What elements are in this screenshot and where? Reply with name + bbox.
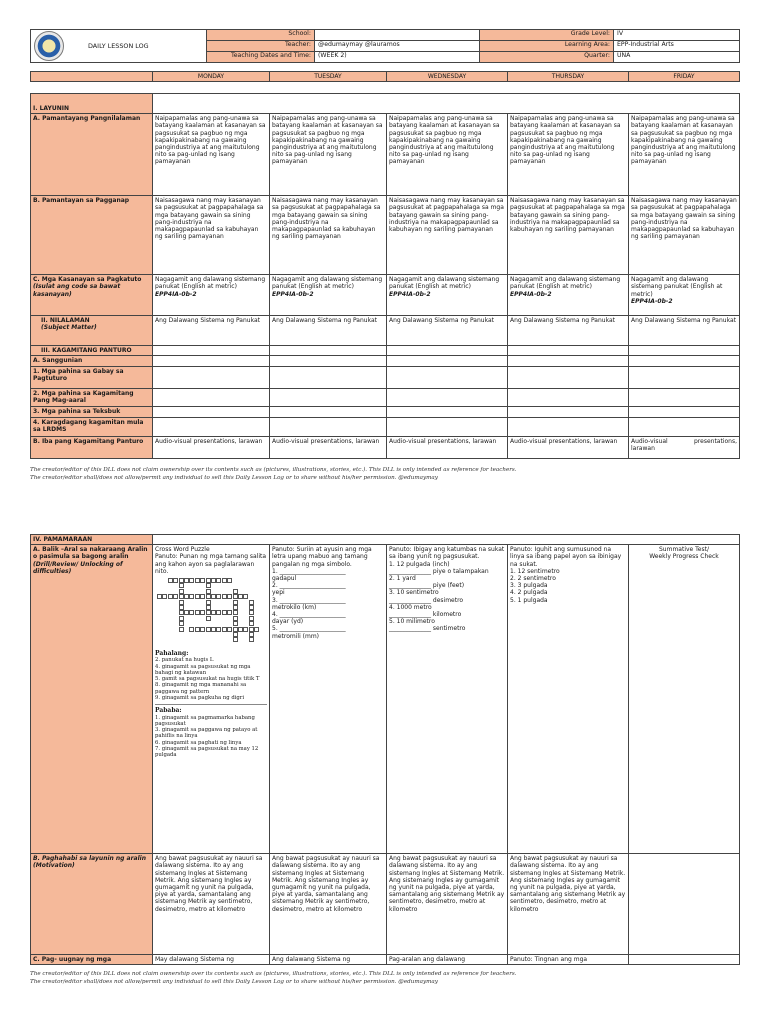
- school-value: [315, 30, 480, 41]
- wednesday-item: ______________ piye o talampakan: [389, 567, 489, 575]
- procedures-table: [30, 534, 740, 965]
- pamamaraan-blank: [153, 535, 740, 545]
- crossword-cell: [249, 632, 254, 637]
- crossword-cell: [168, 578, 173, 583]
- pagganap-thu: Naisasagawa nang may kasanayan sa pagsusukat at pagpapahalaga sa mga batayang gawain sa sining pang-industriya na makapagpapaunlad sa kabuhayan ng sariling pamayanan: [508, 196, 629, 275]
- wednesday-item: ______________ kilometro: [389, 611, 462, 619]
- pahalang-clues: [155, 657, 267, 701]
- crossword-cell: [227, 627, 232, 632]
- nilalaman-label-cell: [31, 316, 153, 346]
- header-table: [30, 29, 740, 63]
- pababa-heading: Pababa:: [155, 707, 182, 715]
- pababa-clues: [155, 715, 267, 759]
- crossword-cell: [249, 621, 254, 626]
- clue-item: 5. gamit sa pagsusukat na hugis titik T: [155, 676, 260, 683]
- tuesday-item: 1. ______________________: [272, 567, 346, 575]
- crossword-cell: [200, 578, 205, 583]
- kasanayan-mon: [153, 275, 270, 316]
- karagdagang-label: 4. Karagdagang kagamitan mula sa LRDMS: [31, 417, 153, 436]
- day-tuesday: TUESDAY: [270, 72, 387, 82]
- pangnilalaman-mon: Naipapamalas ang pang-unawa sa batayang kaalaman at kasanayan sa pagsusukat sa pagbuo ng mga kapakipakinabang na gawaing pangindustriya at ang maitutulong nito sa pag-unlad ng isang pamayanan: [153, 114, 270, 196]
- crossword-cell: [206, 600, 211, 605]
- iba-pang-fri: Audio-visual presentations, larawan: [629, 436, 740, 458]
- crossword-cell: [173, 594, 178, 599]
- clue-item: 9. ginagamit sa pagkuha ng digri: [155, 695, 245, 701]
- crossword-cell: [211, 627, 216, 632]
- nilalaman-row: [31, 316, 740, 346]
- tuesday-item: 5. ______________________: [272, 625, 346, 633]
- clue-item: 4. ginagamit sa pagsusukat ng mga bahagi ng katawan: [155, 663, 251, 676]
- crossword-cell: [238, 627, 243, 632]
- kasanayan-thu: [508, 275, 629, 316]
- balik-aral-thu: [508, 545, 629, 854]
- paghahabi-fri: [629, 854, 740, 955]
- crossword-cell: [179, 594, 184, 599]
- thursday-instruction: Panuto: Iguhit ang sumusunod na linya sa ibang papel ayon sa ibinigay na sukat.: [510, 546, 622, 568]
- crossword-cell: [222, 610, 227, 615]
- wednesday-item: 4. 1000 metro: [389, 603, 432, 611]
- crossword-cell: [179, 605, 184, 610]
- crossword-cell: [184, 578, 189, 583]
- crossword-cell: [222, 578, 227, 583]
- thursday-item: 3. 3 pulgada: [510, 582, 548, 590]
- crossword-instruction: Panuto: Punan ng mga tamang salita ang kahon ayon sa paglalarawan nito.: [155, 553, 267, 575]
- crossword-cell: [249, 627, 254, 632]
- objectives-table: [30, 71, 740, 82]
- summative-line-2: Weekly Progress Check: [649, 553, 719, 561]
- pangnilalaman-row: [31, 114, 740, 196]
- iba-pang-mon: Audio-visual presentations, larawan: [153, 436, 270, 458]
- balik-aral-mon: [153, 545, 270, 854]
- disclaimer-line-2: The creator/editor shall/does not allow/permit any individual to sell this Daily Lesson Log or to share without his/her permission. @edumaymay: [30, 979, 438, 985]
- pagganap-label: B. Pamantayan sa Pagganap: [31, 196, 153, 275]
- kagamitang-row: [31, 346, 740, 356]
- pangnilalaman-wed: Naipapamalas ang pang-unawa sa batayang kaalaman at kasanayan sa pagsusukat sa pagbuo ng mga kapakipakinabang na gawaing pangindustriya at ang maitutulong nito sa pag-unlad ng isang pamayanan: [387, 114, 508, 196]
- pagganap-tue: Naisasagawa nang may kasanayan sa pagsusukat at pagpapahalaga sa mga batayang gawain sa sining pang-industriya na makapagpapaunlad sa kabuhayan ng sariling pamayanan: [270, 196, 387, 275]
- tuesday-item: dayar (yd): [272, 618, 304, 626]
- layunin-label: I. LAYUNIN: [31, 94, 153, 114]
- balik-aral-sub: (Drill/Review/ Unlocking of difficulties): [33, 560, 123, 575]
- pangnilalaman-tue: Naipapamalas ang pang-unawa sa batayang kaalaman at kasanayan sa pagsusukat sa pagbuo ng mga kapakipakinabang na gawaing pangindustriya at ang maitutulong nito sa pag-unlad ng isang pamayanan: [270, 114, 387, 196]
- crossword-cell: [233, 589, 238, 594]
- clue-item: 1. ginagamit sa pagmamarka habang pagsusukat: [155, 714, 255, 727]
- crossword-cell: [179, 600, 184, 605]
- paghahabi-label-cell: [31, 854, 153, 955]
- crossword-cell: [195, 594, 200, 599]
- wednesday-item: ______________ piye (feet): [389, 582, 465, 590]
- crossword-puzzle-grid: [157, 578, 261, 648]
- teksbuk-row: [31, 406, 740, 417]
- kasanayan-tue: [270, 275, 387, 316]
- kagamitang-mag-aaral-row: [31, 388, 740, 406]
- crossword-cell: [179, 621, 184, 626]
- subject-matter-label: (Subject Matter): [41, 324, 97, 332]
- crossword-cell: [189, 627, 194, 632]
- crossword-cell: [227, 578, 232, 583]
- crossword-cell: [189, 610, 194, 615]
- crossword-cell: [200, 610, 205, 615]
- crossword-cell: [195, 627, 200, 632]
- pagganap-mon: Naisasagawa nang may kasanayan sa pagsusukat at pagpapahalaga sa mga batayang gawain sa sining pang-industriya na makapagpapaunlad sa kabuhayan ng sariling pamayanan: [153, 196, 270, 275]
- disclaimer-line-2: The creator/editor shall/does not allow/permit any individual to sell this Daily Lesson Log or to share without his/her permission. @edumaymay: [30, 475, 438, 481]
- tuesday-item: 2. ______________________: [272, 582, 346, 590]
- crossword-cell: [179, 610, 184, 615]
- crossword-cell: [189, 594, 194, 599]
- crossword-cell: [206, 578, 211, 583]
- logo-title-cell: [31, 30, 207, 63]
- crossword-cell: [173, 578, 178, 583]
- crossword-cell: [200, 594, 205, 599]
- balik-aral-fri: [629, 545, 740, 854]
- crossword-cell: [179, 578, 184, 583]
- crossword-cell: [206, 627, 211, 632]
- balik-aral-tue: [270, 545, 387, 854]
- pagganap-fri: Naisasagawa nang may kasanayan sa pagsusukat at pagpapahalaga sa mga batayang gawain sa sining pang-industriya na makapagpapaunlad sa kabuhayan ng sariling pamayanan: [629, 196, 740, 275]
- clue-item: 7. ginagamit sa pagsusukat na may 12 pulgada: [155, 745, 259, 759]
- crossword-cell: [189, 578, 194, 583]
- nilalaman-thu: Ang Dalawang Sistema ng Panukat: [508, 316, 629, 346]
- crossword-cell: [200, 627, 205, 632]
- quarter-value: UNA: [614, 52, 740, 63]
- crossword-cell: [179, 583, 184, 588]
- pagganap-row: [31, 196, 740, 275]
- crossword-cell: [243, 594, 248, 599]
- crossword-cell: [179, 589, 184, 594]
- kasanayan-wed: [387, 275, 508, 316]
- grade-value: IV: [614, 30, 740, 41]
- pangnilalaman-label: A. Pamantayang Pangnilalaman: [31, 114, 153, 196]
- paghahabi-wed: Ang bawat pagsusukat ay nauuri sa dalawang sistema. Ito ay ang sistemang Ingles at Sistemang Metrik. Ang sistemang Ingles ay gumagamit ng yunit na pulgada, piye at yarda, samantalang ang sistemang Metrik ay sentimetro, desimetro, metro at kilometro: [387, 854, 508, 955]
- kasanayan-sub: (Isulat ang code sa bawat kasanayan): [33, 283, 121, 298]
- crossword-cell: [211, 594, 216, 599]
- dates-label: Teaching Dates and Time:: [207, 52, 315, 63]
- wednesday-item: 5. 10 milimetro: [389, 618, 435, 626]
- day-monday: MONDAY: [153, 72, 270, 82]
- crossword-cell: [206, 583, 211, 588]
- kasanayan-label-cell: [31, 275, 153, 316]
- day-header-row: [31, 72, 740, 82]
- teacher-label: Teacher:: [207, 41, 315, 52]
- pag-uugnay-label: C. Pag- uugnay ng mga: [31, 955, 153, 965]
- crossword-cell: [227, 594, 232, 599]
- iba-pang-wed: Audio-visual presentations, larawan: [387, 436, 508, 458]
- karagdagang-row: [31, 417, 740, 436]
- kasanayan-text: Nagagamit ang dalawang sistemang panukat (English at metric): [389, 276, 500, 291]
- crossword-cell: [206, 594, 211, 599]
- dates-value: (WEEK 2): [315, 52, 480, 63]
- kasanayan-label: C. Mga Kasanayan sa Pagkatuto: [33, 276, 142, 284]
- crossword-cell: [211, 610, 216, 615]
- teksbuk-label: 3. Mga pahina sa Teksbuk: [31, 406, 153, 417]
- iba-pang-row: [31, 436, 740, 458]
- kagamitang-mag-aaral-label: 2. Mga pahina sa Kagamitang Pang Mag-aaral: [31, 388, 153, 406]
- tuesday-item: gadapul: [272, 575, 297, 583]
- iba-pang-label: B. Iba pang Kagamitang Panturo: [31, 436, 153, 458]
- tuesday-item: 4. ______________________: [272, 611, 346, 619]
- crossword-cell: [233, 600, 238, 605]
- crossword-cell: [206, 616, 211, 621]
- clue-item: 2. panukat na hugis L: [155, 657, 214, 664]
- area-value: EPP-Industrial Arts: [614, 41, 740, 52]
- lesson-table: [30, 93, 740, 458]
- nilalaman-label: II. NILALAMAN: [41, 317, 90, 325]
- crossword-cell: [157, 594, 162, 599]
- sanggunian-row: [31, 356, 740, 366]
- clue-item: 8. ginagamit ng mga mananahi sa paggawa ng pattern: [155, 682, 247, 695]
- clue-item: 3. ginagamit sa paggawa ng patayo at pahiflis na linya: [155, 727, 258, 740]
- kasanayan-fri: [629, 275, 740, 316]
- thursday-item: 2. 2 sentimetro: [510, 575, 556, 583]
- kasanayan-text: Nagagamit ang dalawang sistemang panukat (English at metric): [272, 276, 383, 291]
- deped-seal-icon: [34, 31, 64, 61]
- crossword-cell: [249, 616, 254, 621]
- kagamitang-label: III. KAGAMITANG PANTURO: [31, 346, 153, 356]
- kasanayan-text: Nagagamit ang dalawang sistemang panukat (English at metric): [631, 276, 723, 298]
- crossword-cell: [195, 578, 200, 583]
- crossword-cell: [168, 594, 173, 599]
- paghahabi-sub: (Motivation): [33, 862, 75, 870]
- crossword-cell: [233, 621, 238, 626]
- paghahabi-thu: Ang bawat pagsusukat ay nauuri sa dalawang sistema. Ito ay ang sistemang Ingles at Sistemang Metrik. Ang sistemang Ingles ay gumagamit ng yunit na pulgada, piye at yarda, samantalang ang sistemang Metrik ay sentimetro, desimetro, metro at kilometro: [508, 854, 629, 955]
- wednesday-item: 2. 1 yard: [389, 575, 416, 583]
- crossword-cell: [222, 594, 227, 599]
- crossword-cell: [206, 610, 211, 615]
- balik-aral-wed: [387, 545, 508, 854]
- area-label: Learning Area:: [480, 41, 614, 52]
- iba-pang-tue: Audio-visual presentations, larawan: [270, 436, 387, 458]
- pag-uugnay-row: [31, 955, 740, 965]
- crossword-cell: [233, 605, 238, 610]
- kasanayan-code: EPP4IA-0b-2: [510, 290, 552, 298]
- kasanayan-text: Nagagamit ang dalawang sistemang panukat (English at metric): [155, 276, 266, 291]
- pagganap-wed: Naisasagawa nang may kasanayan sa pagsusukat at pagpapahalaga sa mga batayang gawain sa sining pang-industriya na makapagpapaunlad sa kabuhayan ng sariling pamayanan: [387, 196, 508, 275]
- crossword-cell: [233, 627, 238, 632]
- wednesday-instruction: Panuto: Ibigay ang katumbas na sukat sa ibang yunit ng pagsusukat.: [389, 546, 505, 561]
- pahalang-heading: Pahalang:: [155, 650, 189, 658]
- wednesday-item: 3. 10 sentimetro: [389, 589, 439, 597]
- crossword-cell: [233, 637, 238, 642]
- wednesday-item: ______________ sentimetro: [389, 625, 466, 633]
- nilalaman-wed: Ang Dalawang Sistema ng Panukat: [387, 316, 508, 346]
- nilalaman-tue: Ang Dalawang Sistema ng Panukat: [270, 316, 387, 346]
- crossword-cell: [216, 578, 221, 583]
- pag-uugnay-fri: [629, 955, 740, 965]
- tuesday-item: yepi: [272, 589, 285, 597]
- pangnilalaman-fri: Naipapamalas ang pang-unawa sa batayang kaalaman at kasanayan sa pagsusukat sa pagbuo ng mga kapakipakinabang na gawaing pangindustriya at ang maitutulong nito sa pag-unlad ng isang pamayanan: [629, 114, 740, 196]
- nilalaman-fri: Ang Dalawang Sistema ng Panukat: [629, 316, 740, 346]
- crossword-cell: [243, 627, 248, 632]
- crossword-cell: [233, 610, 238, 615]
- procedures-section: [30, 534, 740, 965]
- balik-aral-label-cell: [31, 545, 153, 854]
- tuesday-item: metrokilo (km): [272, 603, 317, 611]
- tuesday-instruction: Panuto: Suriin at ayusin ang mga letra upang mabuo ang tamang pangalan ng mga simbolo.: [272, 546, 372, 568]
- crossword-cell: [179, 627, 184, 632]
- tuesday-item: metromili (mm): [272, 632, 320, 640]
- kasanayan-code: EPP4IA-0b-2: [155, 290, 197, 298]
- crossword-title: Cross Word Puzzle: [155, 546, 210, 554]
- paghahabi-tue: Ang bawat pagsusukat ay nauuri sa dalawang sistema. Ito ay ang sistemang Ingles at Sistemang Metrik. Ang sistemang Ingles ay gumagamit ng yunit na pulgada, piye at yarda, samantalang ang sistemang Metrik ay sentimetro, desimetro, metro at kilometro: [270, 854, 387, 955]
- crossword-cell: [233, 616, 238, 621]
- kasanayan-code: EPP4IA-0b-2: [272, 290, 314, 298]
- quarter-label: Quarter:: [480, 52, 614, 63]
- crossword-cell: [184, 610, 189, 615]
- disclaimer-1: [30, 466, 517, 482]
- clue-item: 6. ginagamit sa paghati ng linya: [155, 739, 242, 746]
- paghahabi-mon: Ang bawat pagsusukat ay nauuri sa dalawang sistema. Ito ay ang sistemang Ingles at Sistemang Metrik. Ang sistemang Ingles ay gumagamit ng yunit na pulgada, piye at yarda, samantalang ang sistemang Metrik ay sentimetro, desimetro, metro at kilometro: [153, 854, 270, 955]
- crossword-cell: [249, 610, 254, 615]
- crossword-cell: [254, 627, 259, 632]
- pangnilalaman-thu: Naipapamalas ang pang-unawa sa batayang kaalaman at kasanayan sa pagsusukat sa pagbuo ng mga kapakipakinabang na gawaing pangindustriya at ang maitutulong nito sa pag-unlad ng isang pamayanan: [508, 114, 629, 196]
- crossword-cell: [206, 589, 211, 594]
- thursday-item: 1. 12 sentimetro: [510, 567, 560, 575]
- header: [30, 29, 740, 63]
- crossword-cell: [211, 578, 216, 583]
- pamamaraan-label: IV. PAMAMARAAN: [31, 535, 153, 545]
- pag-uugnay-thu: Panuto: Tingnan ang mga: [508, 955, 629, 965]
- crossword-cell: [227, 610, 232, 615]
- iba-pang-thu: Audio-visual presentations, larawan: [508, 436, 629, 458]
- day-friday: FRIDAY: [629, 72, 740, 82]
- crossword-cell: [233, 632, 238, 637]
- layunin-row: [31, 94, 740, 114]
- crossword-cell: [249, 605, 254, 610]
- crossword-cell: [216, 610, 221, 615]
- pag-uugnay-mon: May dalawang Sistema ng: [153, 955, 270, 965]
- pag-uugnay-wed: Pag-aralan ang dalawang: [387, 955, 508, 965]
- balik-aral-row: [31, 545, 740, 854]
- kasanayan-code: EPP4IA-0b-2: [389, 290, 431, 298]
- crossword-cell: [233, 594, 238, 599]
- wednesday-item: 1. 12 pulgada (inch): [389, 560, 450, 568]
- disclaimer-line-1: The creator/editor of this DLL does not claim ownership over its contents such as (pictures, illustrations, stories, etc.). This DLL is only intended as reference for teachers.: [30, 971, 517, 977]
- objectives-section: [30, 71, 740, 459]
- wednesday-item: ______________ desimetro: [389, 596, 464, 604]
- crossword-cell: [179, 616, 184, 621]
- crossword-cell: [216, 594, 221, 599]
- teacher-value: @edumaymay @lauramos: [315, 41, 480, 52]
- nilalaman-mon: Ang Dalawang Sistema ng Panukat: [153, 316, 270, 346]
- sanggunian-label: A. Sanggunian: [31, 356, 153, 366]
- kasanayan-text: Nagagamit ang dalawang sistemang panukat (English at metric): [510, 276, 621, 291]
- pamamaraan-row: [31, 535, 740, 545]
- crossword-cell: [249, 637, 254, 642]
- crossword-cell: [216, 627, 221, 632]
- kasanayan-code: EPP4IA-0b-2: [631, 297, 673, 305]
- disclaimer-2: [30, 970, 517, 986]
- gabay-row: [31, 366, 740, 388]
- school-label: School:: [207, 30, 315, 41]
- crossword-cell: [184, 594, 189, 599]
- paghahabi-row: [31, 854, 740, 955]
- balik-aral-label: A. Balik –Aral sa nakaraang Aralin o pasimula sa bagong aralin: [33, 546, 148, 561]
- layunin-blank: [153, 94, 740, 114]
- crossword-cell: [249, 600, 254, 605]
- gabay-label: 1. Mga pahina sa Gabay sa Pagtuturo: [31, 366, 153, 388]
- crossword-cell: [222, 627, 227, 632]
- crossword-cell: [238, 594, 243, 599]
- crossword-cell: [195, 610, 200, 615]
- thursday-item: 5. 1 pulgada: [510, 596, 548, 604]
- crossword-cell: [206, 605, 211, 610]
- tuesday-item: 3. ______________________: [272, 596, 346, 604]
- dll-title: DAILY LESSON LOG: [88, 42, 149, 50]
- pag-uugnay-tue: Ang dalawang Sistema ng: [270, 955, 387, 965]
- thursday-item: 4. 2 pulgada: [510, 589, 548, 597]
- summative-line-1: Summative Test/: [659, 546, 709, 554]
- day-thursday: THURSDAY: [508, 72, 629, 82]
- kasanayan-row: [31, 275, 740, 316]
- crossword-cell: [162, 594, 167, 599]
- disclaimer-line-1: The creator/editor of this DLL does not claim ownership over its contents such as (pictures, illustrations, stories, etc.). This DLL is only intended as reference for teachers.: [30, 467, 517, 473]
- grade-label: Grade Level:: [480, 30, 614, 41]
- day-header-blank: [31, 72, 153, 82]
- day-wednesday: WEDNESDAY: [387, 72, 508, 82]
- paghahabi-label: B. Paghahabi sa layunin ng aralin: [33, 855, 146, 863]
